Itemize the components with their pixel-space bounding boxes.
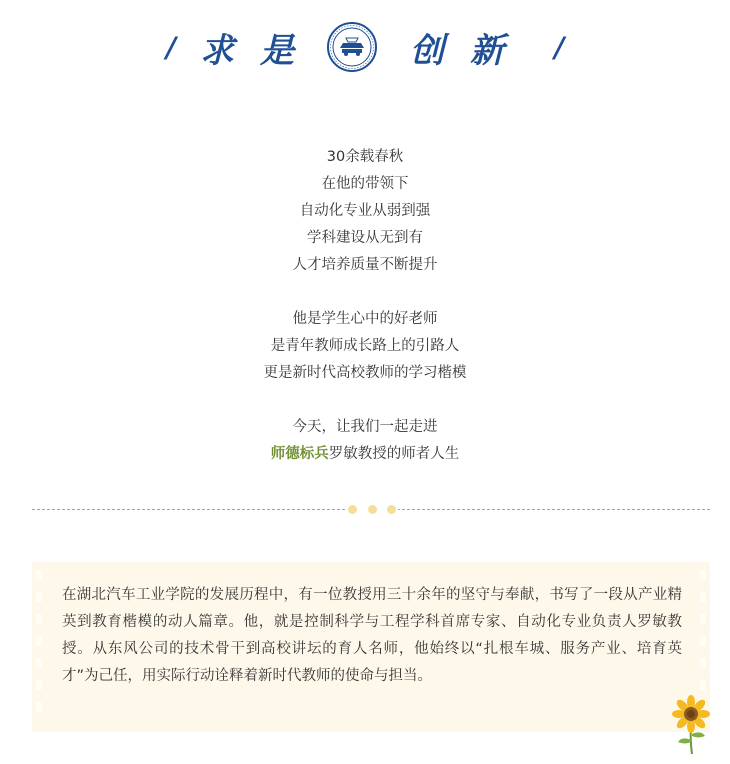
poem-line: 他是学生心中的好老师	[292, 311, 438, 327]
slash-right: /	[554, 30, 565, 64]
intro-card	[32, 562, 710, 732]
divider-dot	[368, 505, 377, 514]
film-edge-left	[36, 570, 42, 724]
poem-line: 今天，让我们一起走进	[292, 419, 438, 435]
header-banner	[0, 12, 730, 82]
intro-poem	[0, 144, 730, 468]
poem-line-rest: 罗敏教授的师者人生	[328, 446, 460, 462]
divider-dot	[387, 505, 396, 514]
motto-right: 创新	[410, 30, 530, 71]
motto-left: 求是	[200, 30, 320, 71]
divider-dot	[348, 505, 357, 514]
poem-line: 学科建设从无到有	[307, 230, 423, 246]
poem-line: 更是新时代高校教师的学习楷模	[263, 365, 467, 381]
university-seal-icon	[326, 21, 378, 73]
poem-line: 是青年教师成长路上的引路人	[270, 338, 460, 354]
slash-left: /	[165, 30, 176, 64]
poem-line: 自动化专业从弱到强	[299, 203, 431, 219]
honor-title-highlight: 师德标兵	[270, 446, 329, 462]
sunflower-icon	[668, 694, 714, 756]
poem-line	[0, 441, 730, 468]
poem-line: 在他的带领下	[321, 176, 409, 192]
divider-dots	[346, 504, 398, 516]
poem-line: 人才培养质量不断提升	[292, 257, 438, 273]
poem-line: 30余载春秋	[326, 149, 404, 165]
intro-paragraph: 在湖北汽车工业学院的发展历程中，有一位教授用三十余年的坚守与奉献，书写了一段从产业精英到教育楷模的动人篇章。他，就是控制科学与工程学科首席专家、自动化专业负责人罗敏教授。从东风公司的技术骨干到高校讲坛的育人名师，他始终以“扎根车城、服务产业、培育英才”为己任，用实际行动诠释着新时代教师的使命与担当。	[62, 587, 682, 684]
